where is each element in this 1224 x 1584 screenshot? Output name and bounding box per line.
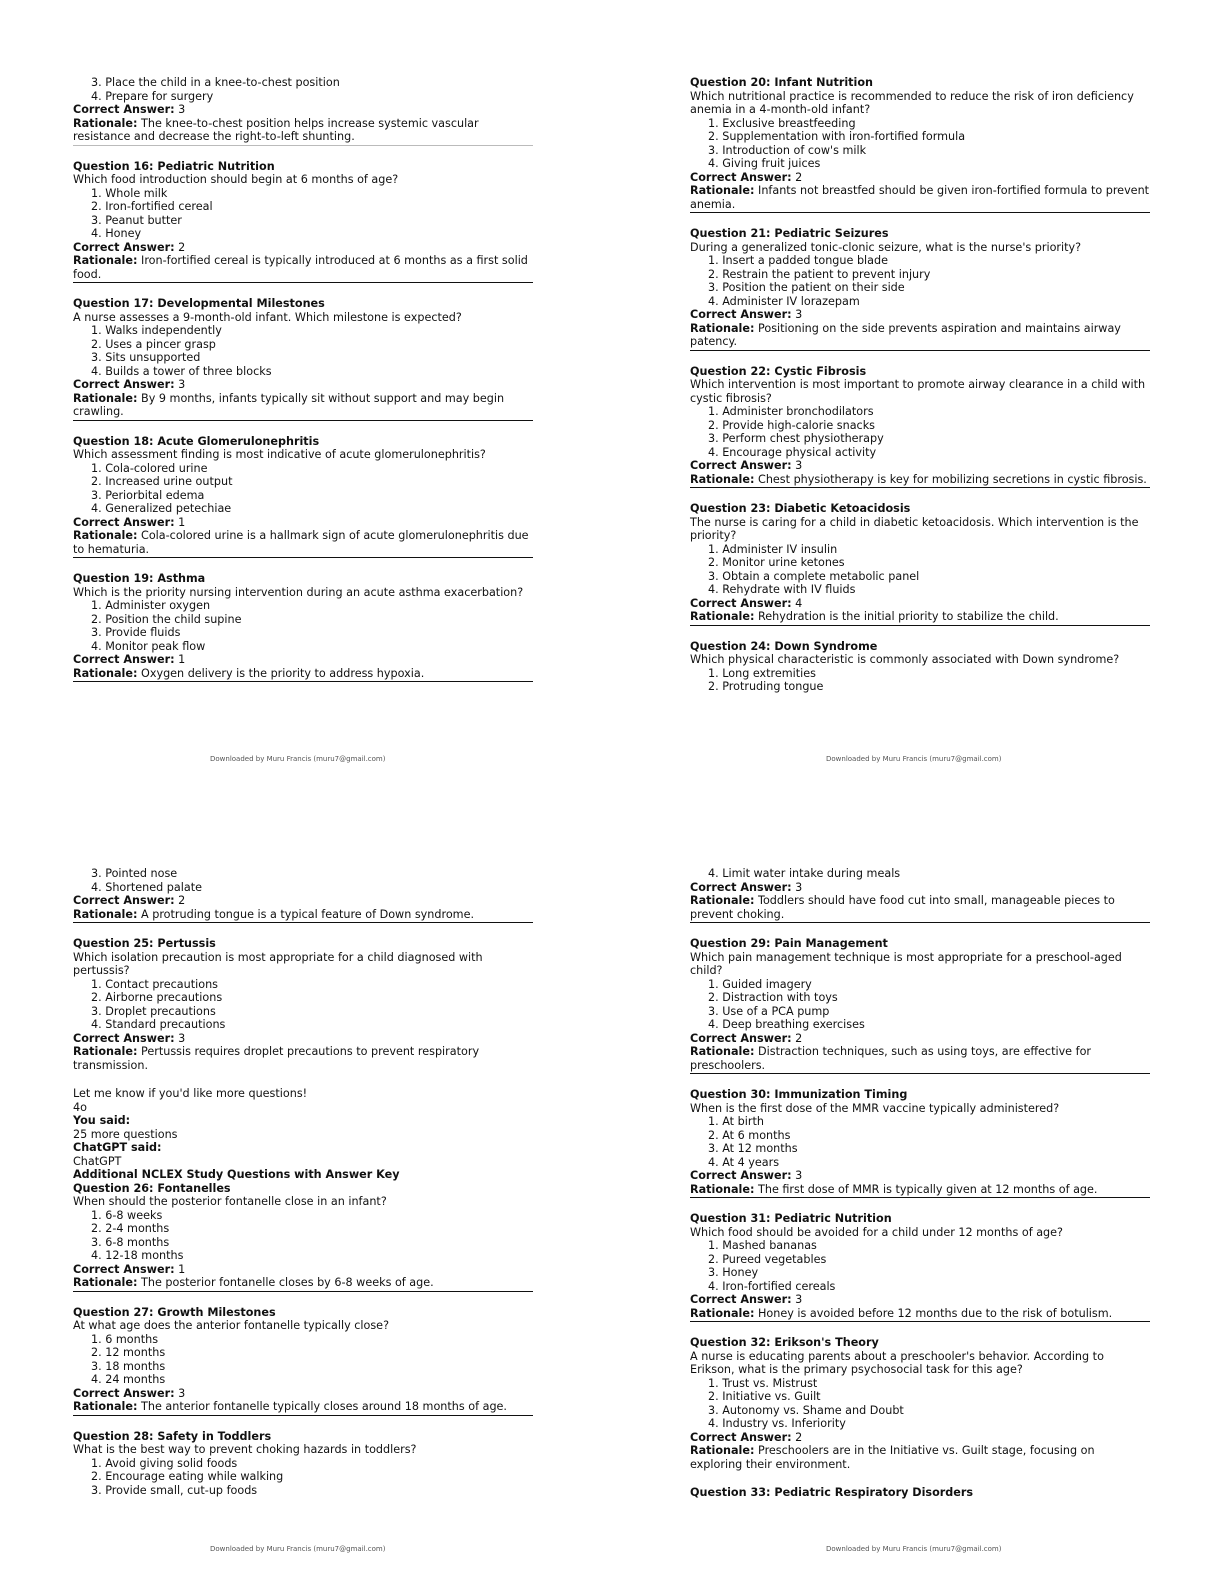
question-title: Question 22: Cystic Fibrosis bbox=[690, 364, 867, 378]
question-block bbox=[73, 297, 533, 421]
option-item: 1. At birth bbox=[708, 1115, 764, 1128]
option-item: 2. Airborne precautions bbox=[91, 991, 223, 1004]
option-item: 3. Perform chest physiotherapy bbox=[708, 432, 884, 445]
option-item: 4. 12-18 months bbox=[91, 1249, 184, 1262]
question-title: Question 16: Pediatric Nutrition bbox=[73, 159, 275, 173]
option-item: 3. 18 months bbox=[91, 1359, 166, 1373]
option-item: 3. Periorbital edema bbox=[91, 488, 205, 502]
rationale: Rationale: The first dose of MMR is typically given at 12 months of age. bbox=[690, 1183, 1150, 1199]
option-item: 3. Obtain a complete metabolic panel bbox=[708, 569, 920, 583]
rationale: Rationale: Iron-fortified cereal is typically introduced at 6 months as a first solid food. bbox=[73, 254, 533, 283]
question-block bbox=[690, 502, 1150, 626]
correct-answer: Correct Answer: 4 bbox=[690, 596, 803, 610]
section-heading: Additional NCLEX Study Questions with Answer Key bbox=[73, 1168, 400, 1181]
page-footer: Downloaded by Muru Francis (muru7@gmail.com) bbox=[826, 1545, 1002, 1553]
option-item: 2. 12 months bbox=[91, 1346, 166, 1359]
question-title: Question 17: Developmental Milestones bbox=[73, 297, 325, 310]
question-block bbox=[690, 640, 1150, 694]
question-stem: Which isolation precaution is most appropriate for a child diagnosed with pertussis? bbox=[73, 950, 483, 977]
option-item: 2. Distraction with toys bbox=[708, 991, 838, 1004]
page-footer: Downloaded by Muru Francis (muru7@gmail.com) bbox=[210, 1545, 386, 1553]
option-item: 3. Sits unsupported bbox=[91, 351, 201, 364]
page-footer: Downloaded by Muru Francis (muru7@gmail.com) bbox=[826, 755, 1002, 763]
option-item: 1. Cola-colored urine bbox=[91, 461, 208, 475]
question-block bbox=[690, 76, 1150, 213]
question-title: Question 31: Pediatric Nutrition bbox=[690, 1212, 892, 1225]
option-item: 3. Position the patient on their side bbox=[708, 281, 905, 294]
chat-followup-text: Let me know if you'd like more questions! bbox=[73, 1087, 308, 1100]
page-4 bbox=[690, 867, 1150, 1500]
option-item: 4. Encourage physical activity bbox=[708, 445, 877, 459]
correct-answer: Correct Answer: 3 bbox=[73, 103, 186, 116]
question-title: Question 33: Pediatric Respiratory Disorders bbox=[690, 1486, 974, 1499]
question-stem: Which is the priority nursing intervention during an acute asthma exacerbation? bbox=[73, 585, 524, 599]
option-item: 1. Trust vs. Mistrust bbox=[708, 1376, 818, 1390]
option-item: 3. At 12 months bbox=[708, 1142, 798, 1155]
question-stem: Which nutritional practice is recommended to reduce the risk of iron deficiency anemia in a 4-month-old infant? bbox=[690, 89, 1134, 116]
option-item: 1. Exclusive breastfeeding bbox=[708, 116, 856, 130]
question-stem: During a generalized tonic-clonic seizure, what is the nurse's priority? bbox=[690, 240, 1082, 254]
question-title: Question 25: Pertussis bbox=[73, 937, 216, 950]
chat-transcript bbox=[73, 1087, 533, 1182]
page-3 bbox=[73, 867, 533, 1497]
correct-answer: Correct Answer: 2 bbox=[690, 170, 803, 184]
rationale: Rationale: Infants not breastfed should be given iron-fortified formula to prevent anemia. bbox=[690, 184, 1150, 213]
question-stem: At what age does the anterior fontanelle typically close? bbox=[73, 1319, 390, 1332]
option-item: 2. Iron-fortified cereal bbox=[91, 200, 213, 213]
rationale: Rationale: Pertussis requires droplet precautions to prevent respiratory transmission. bbox=[73, 1045, 480, 1072]
option-item: 4. Honey bbox=[91, 227, 142, 240]
rationale: Rationale: Honey is avoided before 12 months due to the risk of botulism. bbox=[690, 1307, 1150, 1323]
correct-answer: Correct Answer: 2 bbox=[690, 1430, 803, 1444]
question-block bbox=[73, 1306, 533, 1416]
model-label: 4o bbox=[73, 1100, 87, 1114]
option-item: 3. Introduction of cow's milk bbox=[708, 143, 867, 157]
option-item: 4. Shortened palate bbox=[91, 880, 202, 894]
option-item: 4. At 4 years bbox=[708, 1155, 780, 1169]
question-stem: Which physical characteristic is commonly associated with Down syndrome? bbox=[690, 653, 1120, 666]
option-item: 1. 6 months bbox=[91, 1332, 159, 1346]
rationale: Rationale: A protruding tongue is a typical feature of Down syndrome. bbox=[73, 908, 533, 924]
rationale: Rationale: Oxygen delivery is the priority to address hypoxia. bbox=[73, 667, 533, 683]
option-item: 3. Provide small, cut-up foods bbox=[91, 1483, 258, 1497]
option-item: 2. Pureed vegetables bbox=[708, 1252, 827, 1266]
option-item: 1. Contact precautions bbox=[91, 977, 219, 991]
option-item: 4. Generalized petechiae bbox=[91, 502, 232, 515]
question-stem: Which intervention is most important to promote airway clearance in a child with cystic fibrosis? bbox=[690, 378, 1146, 405]
option-item: 2. Initiative vs. Guilt bbox=[708, 1390, 821, 1403]
you-said-label: You said: bbox=[73, 1114, 131, 1127]
option-item: 1. 6-8 weeks bbox=[91, 1208, 163, 1222]
option-item: 4. Builds a tower of three blocks bbox=[91, 364, 272, 378]
option-item: 4. Monitor peak flow bbox=[91, 639, 206, 653]
correct-answer: Correct Answer: 3 bbox=[690, 1169, 803, 1182]
option-item: 3. Provide fluids bbox=[91, 626, 181, 639]
question-stem: A nurse assesses a 9-month-old infant. Which milestone is expected? bbox=[73, 310, 462, 324]
chatgpt-said-label: ChatGPT said: bbox=[73, 1141, 162, 1154]
option-item: 3. Place the child in a knee-to-chest position bbox=[91, 76, 340, 89]
question-title: Question 24: Down Syndrome bbox=[690, 639, 878, 653]
rationale: Rationale: By 9 months, infants typically sit without support and may begin crawling. bbox=[73, 392, 533, 421]
rationale: Rationale: Toddlers should have food cut into small, manageable pieces to prevent choking. bbox=[690, 894, 1150, 923]
question-block bbox=[690, 365, 1150, 489]
option-item: 1. Whole milk bbox=[91, 186, 168, 200]
rationale: Rationale: Positioning on the side prevents aspiration and maintains airway patency. bbox=[690, 322, 1150, 351]
question-title: Question 32: Erikson's Theory bbox=[690, 1336, 879, 1349]
option-item: 2. Provide high-calorie snacks bbox=[708, 418, 876, 432]
question-block bbox=[73, 1430, 533, 1498]
question-block bbox=[690, 1088, 1150, 1198]
option-item: 4. Iron-fortified cereals bbox=[708, 1279, 836, 1293]
rationale: Rationale: Cola-colored urine is a hallmark sign of acute glomerulonephritis due to hematuria. bbox=[73, 529, 533, 558]
question-stem: Which pain management technique is most appropriate for a preschool-aged child? bbox=[690, 950, 1122, 977]
question-title: Question 19: Asthma bbox=[73, 572, 206, 585]
chatgpt-name: ChatGPT bbox=[73, 1154, 122, 1168]
option-item: 4. Prepare for surgery bbox=[91, 89, 214, 103]
correct-answer: Correct Answer: 3 bbox=[73, 1031, 186, 1045]
correct-answer: Correct Answer: 3 bbox=[690, 1293, 803, 1306]
question-title: Question 26: Fontanelles bbox=[73, 1181, 231, 1195]
question-stem: What is the best way to prevent choking hazards in toddlers? bbox=[73, 1443, 417, 1456]
question-block bbox=[690, 1336, 1150, 1472]
option-item: 1. Guided imagery bbox=[708, 977, 812, 991]
option-item: 1. Avoid giving solid foods bbox=[91, 1456, 238, 1470]
question-title: Question 18: Acute Glomerulonephritis bbox=[73, 434, 320, 448]
user-message: 25 more questions bbox=[73, 1127, 178, 1141]
option-item: 4. Rehydrate with IV fluids bbox=[708, 583, 856, 596]
page-2 bbox=[690, 76, 1150, 694]
option-item: 4. Administer IV lorazepam bbox=[708, 294, 860, 308]
option-item: 2. Monitor urine ketones bbox=[708, 556, 845, 569]
correct-answer: Correct Answer: 3 bbox=[73, 1386, 186, 1400]
question-title: Question 29: Pain Management bbox=[690, 937, 888, 950]
correct-answer: Correct Answer: 1 bbox=[73, 515, 186, 529]
option-item: 3. Use of a PCA pump bbox=[708, 1004, 830, 1018]
correct-answer: Correct Answer: 2 bbox=[73, 240, 186, 254]
question-block bbox=[73, 160, 533, 284]
option-item: 2. Increased urine output bbox=[91, 475, 233, 488]
question-stem: Which food introduction should begin at 6 months of age? bbox=[73, 173, 399, 186]
question-title: Question 21: Pediatric Seizures bbox=[690, 227, 889, 240]
option-item: 3. Pointed nose bbox=[91, 867, 178, 880]
option-item: 1. Administer bronchodilators bbox=[708, 405, 874, 418]
correct-answer: Correct Answer: 2 bbox=[690, 1031, 803, 1045]
question-stem: The nurse is caring for a child in diabetic ketoacidosis. Which intervention is the priority? bbox=[690, 515, 1139, 542]
correct-answer: Correct Answer: 1 bbox=[73, 1262, 186, 1276]
question-title: Question 20: Infant Nutrition bbox=[690, 76, 873, 89]
question-stem: A nurse is educating parents about a preschooler's behavior. According to Erikson, what is the primary psychosocial task for this age? bbox=[690, 1349, 1104, 1376]
question-block bbox=[690, 1212, 1150, 1322]
question-stem: Which food should be avoided for a child under 12 months of age? bbox=[690, 1225, 1063, 1239]
option-item: 2. Protruding tongue bbox=[708, 680, 824, 693]
page-footer: Downloaded by Muru Francis (muru7@gmail.com) bbox=[210, 755, 386, 763]
question-block bbox=[73, 572, 533, 682]
option-item: 1. Insert a padded tongue blade bbox=[708, 254, 888, 267]
question-block bbox=[73, 1182, 533, 1292]
option-item: 1. Long extremities bbox=[708, 666, 817, 680]
option-item: 4. Industry vs. Inferiority bbox=[708, 1417, 846, 1430]
correct-answer: Correct Answer: 3 bbox=[690, 459, 803, 472]
option-item: 3. Honey bbox=[708, 1266, 759, 1279]
rationale: Rationale: Preschoolers are in the Initiative vs. Guilt stage, focusing on exploring their environment. bbox=[690, 1444, 1095, 1471]
correct-answer: Correct Answer: 2 bbox=[73, 894, 186, 907]
rationale: Rationale: Rehydration is the initial priority to stabilize the child. bbox=[690, 610, 1150, 626]
correct-answer: Correct Answer: 1 bbox=[73, 653, 186, 666]
rationale: Rationale: The anterior fontanelle typically closes around 18 months of age. bbox=[73, 1400, 533, 1416]
rationale: Rationale: The knee-to-chest position helps increase systemic vascular resistance and decrease the right-to-left shunting. bbox=[73, 117, 533, 146]
option-item: 2. 2-4 months bbox=[91, 1222, 170, 1235]
question-title: Question 28: Safety in Toddlers bbox=[73, 1429, 272, 1443]
correct-answer: Correct Answer: 3 bbox=[690, 880, 803, 894]
question-block bbox=[73, 937, 533, 1073]
question-title: Question 27: Growth Milestones bbox=[73, 1305, 276, 1319]
question-block bbox=[690, 227, 1150, 351]
option-item: 2. Supplementation with iron-fortified formula bbox=[708, 130, 966, 143]
option-item: 2. Restrain the patient to prevent injury bbox=[708, 267, 931, 281]
option-item: 3. 6-8 months bbox=[91, 1235, 170, 1249]
option-item: 4. Standard precautions bbox=[91, 1018, 226, 1031]
option-item: 4. 24 months bbox=[91, 1373, 166, 1386]
question-stem: When is the first dose of the MMR vaccine typically administered? bbox=[690, 1101, 1060, 1115]
option-item: 2. Position the child supine bbox=[91, 612, 242, 626]
option-item: 4. Limit water intake during meals bbox=[708, 867, 901, 880]
question-stem: Which assessment finding is most indicative of acute glomerulonephritis? bbox=[73, 448, 486, 461]
option-item: 1. Administer IV insulin bbox=[708, 542, 838, 556]
option-item: 1. Administer oxygen bbox=[91, 599, 211, 612]
question-block bbox=[73, 435, 533, 559]
rationale: Rationale: Chest physiotherapy is key for mobilizing secretions in cystic fibrosis. bbox=[690, 473, 1150, 489]
option-item: 3. Autonomy vs. Shame and Doubt bbox=[708, 1403, 904, 1417]
option-item: 2. Encourage eating while walking bbox=[91, 1470, 284, 1483]
option-item: 3. Peanut butter bbox=[91, 213, 182, 227]
correct-answer: Correct Answer: 3 bbox=[690, 308, 803, 321]
option-item: 2. At 6 months bbox=[708, 1128, 791, 1142]
question-title: Question 30: Immunization Timing bbox=[690, 1088, 908, 1101]
option-item: 2. Uses a pincer grasp bbox=[91, 337, 216, 351]
option-item: 3. Droplet precautions bbox=[91, 1004, 216, 1018]
option-item: 1. Walks independently bbox=[91, 324, 222, 337]
rationale: Rationale: Distraction techniques, such as using toys, are effective for preschoolers. bbox=[690, 1045, 1150, 1074]
option-item: 4. Deep breathing exercises bbox=[708, 1018, 865, 1031]
option-item: 4. Giving fruit juices bbox=[708, 157, 821, 170]
page-1 bbox=[73, 76, 533, 682]
question-stem: When should the posterior fontanelle close in an infant? bbox=[73, 1195, 387, 1208]
option-item: 1. Mashed bananas bbox=[708, 1239, 817, 1252]
question-title: Question 23: Diabetic Ketoacidosis bbox=[690, 502, 911, 515]
question-block bbox=[690, 937, 1150, 1074]
rationale: Rationale: The posterior fontanelle closes by 6-8 weeks of age. bbox=[73, 1276, 533, 1292]
correct-answer: Correct Answer: 3 bbox=[73, 378, 186, 391]
